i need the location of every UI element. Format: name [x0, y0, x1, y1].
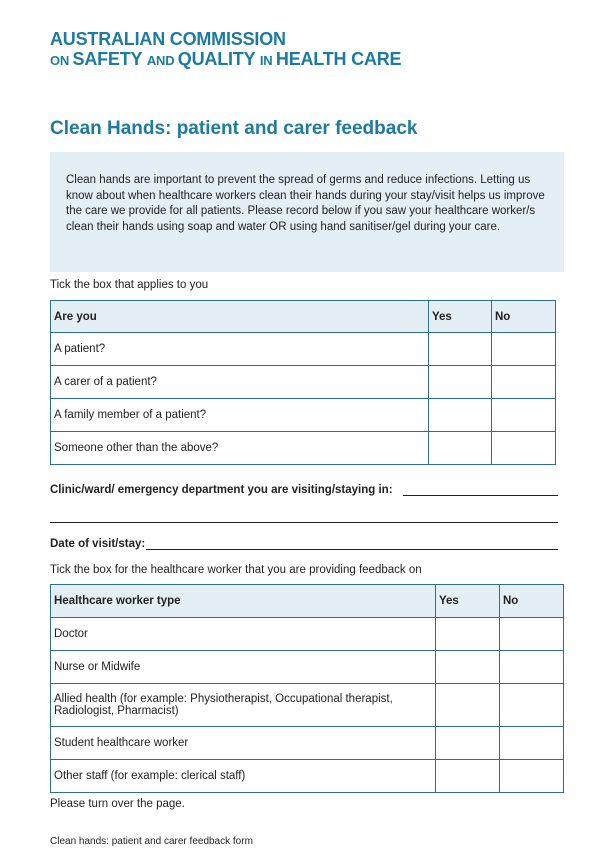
logo-word: QUALITY: [177, 49, 260, 69]
table2-header: Healthcare worker type: [51, 585, 436, 618]
row-label: A patient?: [51, 333, 429, 366]
logo-word: AND: [146, 53, 178, 68]
table-row: [51, 760, 564, 793]
no-checkbox[interactable]: [500, 684, 564, 727]
table2-header-row: [51, 585, 564, 618]
table2-yes-header: Yes: [436, 585, 500, 618]
intro-text: Clean hands are important to prevent the spread of germs and reduce infections. Letting us know about when healthcare workers clean their hands during your stay/visit helps us improve the care we provide for all patients. Please record below if you saw your healthcare worker/s clean their hands using soap and water OR using hand sanitiser/gel during your care.: [66, 174, 545, 233]
logo-line-1: AUSTRALIAN COMMISSION: [50, 29, 286, 49]
yes-checkbox[interactable]: [436, 651, 500, 684]
yes-checkbox[interactable]: [429, 432, 492, 465]
row-label: A family member of a patient?: [51, 399, 429, 432]
clinic-input-line-2[interactable]: [50, 510, 558, 523]
yes-checkbox[interactable]: [429, 366, 492, 399]
table-row: [51, 432, 556, 465]
yes-checkbox[interactable]: [436, 760, 500, 793]
no-checkbox[interactable]: [500, 727, 564, 760]
logo-word: IN: [259, 53, 276, 68]
row-label: Nurse or Midwife: [51, 651, 436, 684]
page-footer: Clean hands: patient and carer feedback form: [50, 836, 253, 847]
table-row: [51, 684, 564, 727]
no-checkbox[interactable]: [492, 432, 556, 465]
table-row: [51, 333, 556, 366]
row-label: A carer of a patient?: [51, 366, 429, 399]
table-row: [51, 399, 556, 432]
table1-yes-header: Yes: [429, 301, 492, 333]
table2-no-header: No: [500, 585, 564, 618]
table-row: [51, 366, 556, 399]
table1-instruction: Tick the box that applies to you: [50, 279, 209, 291]
table-row: [51, 618, 564, 651]
yes-checkbox[interactable]: [429, 333, 492, 366]
table1-header-row: [51, 301, 556, 333]
row-label: Someone other than the above?: [51, 432, 429, 465]
page-title: Clean Hands: patient and carer feedback: [50, 118, 418, 139]
logo-word: ON: [50, 53, 73, 68]
no-checkbox[interactable]: [500, 651, 564, 684]
commission-logo: [50, 30, 401, 68]
yes-checkbox[interactable]: [436, 618, 500, 651]
row-label: Doctor: [51, 618, 436, 651]
turn-over-note: Please turn over the page.: [50, 798, 185, 810]
respondent-table: [50, 300, 556, 465]
yes-checkbox[interactable]: [436, 727, 500, 760]
yes-checkbox[interactable]: [436, 684, 500, 727]
no-checkbox[interactable]: [500, 618, 564, 651]
date-input-line[interactable]: [146, 537, 558, 550]
table-row: [51, 651, 564, 684]
date-label: Date of visit/stay:: [50, 538, 146, 550]
table1-no-header: No: [492, 301, 556, 333]
no-checkbox[interactable]: [492, 399, 556, 432]
worker-table: [50, 584, 564, 793]
table1-header: Are you: [51, 301, 429, 333]
intro-box: [50, 152, 564, 272]
row-label: Student healthcare worker: [51, 727, 436, 760]
logo-word: HEALTH CARE: [275, 49, 402, 69]
no-checkbox[interactable]: [492, 333, 556, 366]
clinic-label: Clinic/ward/ emergency department you are visiting/staying in:: [50, 484, 393, 496]
logo-line-2: [50, 50, 401, 68]
row-label: Other staff (for example: clerical staff): [51, 760, 436, 793]
logo-word: SAFETY: [72, 49, 147, 69]
table2-instruction: Tick the box for the healthcare worker that you are providing feedback on: [50, 564, 422, 576]
no-checkbox[interactable]: [492, 366, 556, 399]
no-checkbox[interactable]: [500, 760, 564, 793]
row-label: Allied health (for example: Physiotherapist, Occupational therapist, Radiologist, Pharmacist): [51, 684, 436, 727]
clinic-input-line[interactable]: [403, 483, 558, 496]
table-row: [51, 727, 564, 760]
yes-checkbox[interactable]: [429, 399, 492, 432]
